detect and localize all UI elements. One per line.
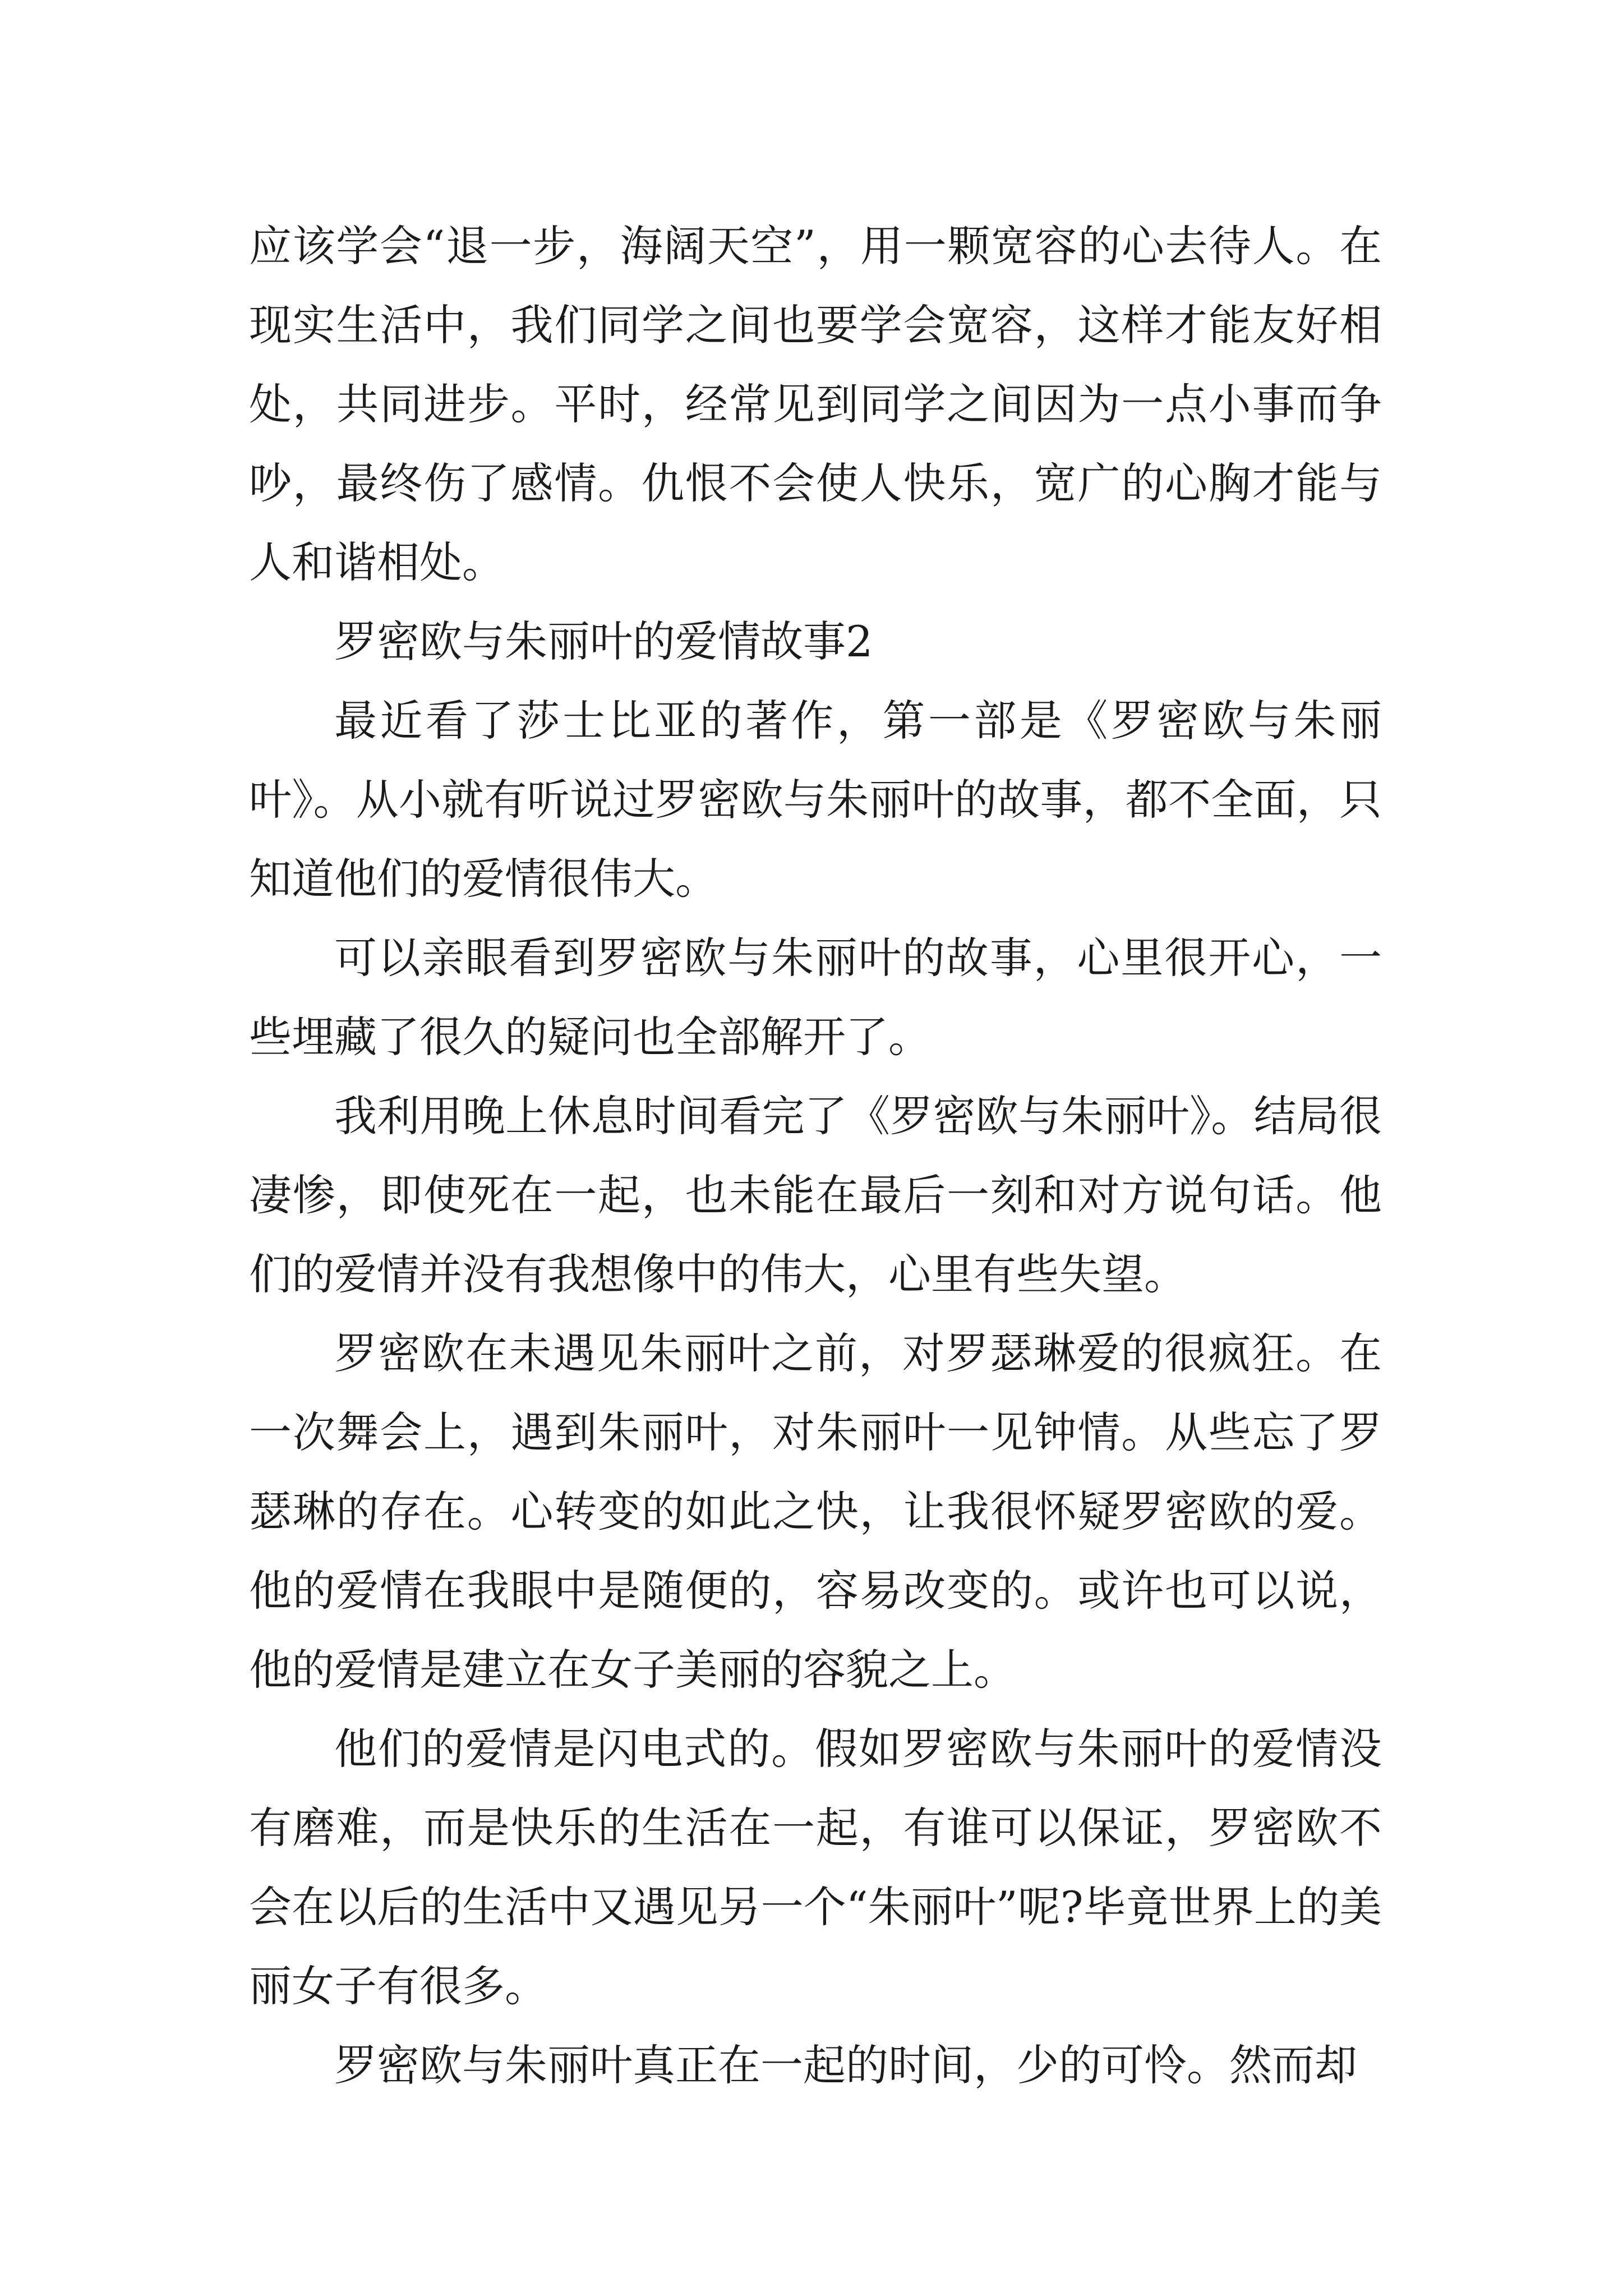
paragraph: 罗密欧与朱丽叶真正在一起的时间，少的可怜。然而却 [334,2040,1357,2090]
paragraph-continuation: 应该学会“退一步，海阔天空”，用一颗宽容的心去待人。在现实生活中，我们同学之间也要学会宽容，这样才能友好相处，共同进步。平时，经常见到同学之间因为一点小事而争吵，最终伤了感情。仇恨不会使人快乐，宽广的心胸才能与人和谐相处。 [249,221,1382,587]
paragraph: 他们的爱情是闪电式的。假如罗密欧与朱丽叶的爱情没有磨难，而是快乐的生活在一起，有谁可以保证，罗密欧不会在以后的生活中又遇见另一个“朱丽叶”呢?毕竟世界上的美丽女子有很多。 [249,1724,1382,2011]
paragraph: 最近看了莎士比亚的著作，第一部是《罗密欧与朱丽叶》。从小就有听说过罗密欧与朱丽叶的故事，都不全面，只知道他们的爱情很伟大。 [249,696,1382,904]
paragraph: 罗密欧在未遇见朱丽叶之前，对罗瑟琳爱的很疯狂。在一次舞会上，遇到朱丽叶，对朱丽叶一见钟情。从些忘了罗瑟琳的存在。心转变的如此之快，让我很怀疑罗密欧的爱。他的爱情在我眼中是随便的，容易改变的。或许也可以说，他的爱情是建立在女子美丽的容貌之上。 [249,1328,1382,1695]
paragraph: 我利用晚上休息时间看完了《罗密欧与朱丽叶》。结局很凄惨，即使死在一起，也未能在最后一刻和对方说句话。他们的爱情并没有我想像中的伟大，心里有些失望。 [249,1091,1382,1299]
section-heading: 罗密欧与朱丽叶的爱情故事2 [334,616,873,666]
document-body [249,206,1382,2105]
paragraph: 可以亲眼看到罗密欧与朱丽叶的故事，心里很开心，一些埋藏了很久的疑问也全部解开了。 [249,933,1382,1062]
